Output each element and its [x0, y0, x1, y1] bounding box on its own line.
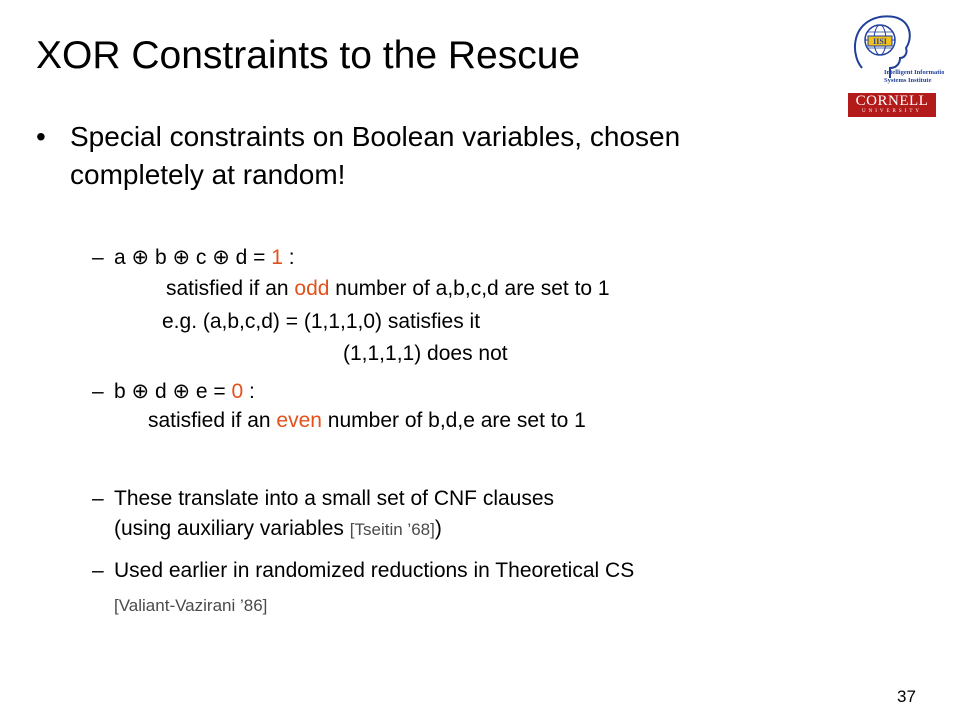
main-bullet-text — [70, 118, 680, 194]
tseitin-citation: [Tseitin ’68] — [349, 520, 435, 539]
iisi-badge-text: IISI — [873, 37, 887, 46]
xor2-description — [148, 408, 586, 434]
xor1-equation — [114, 245, 295, 271]
iisi-logo — [848, 12, 944, 88]
xor1-colon: : — [282, 246, 295, 269]
xor1-lhs: a ⊕ b ⊕ c ⊕ d = — [114, 246, 272, 269]
xor1-desc-post: number of a,b,c,d are set to 1 — [329, 277, 610, 300]
iisi-head-icon — [848, 12, 944, 88]
iisi-name-line2: Systems Institute — [884, 77, 932, 84]
dash-marker: – — [92, 380, 104, 403]
dash-marker: – — [92, 487, 104, 510]
xor1-value: 1 — [271, 246, 283, 269]
xor1-example-line1: e.g. (a,b,c,d) = (1,1,1,0) satisfies it — [162, 310, 481, 333]
xor2-value: 0 — [231, 380, 244, 403]
xor1-example-line2: (1,1,1,1) does not — [343, 342, 508, 365]
xor2-desc-pre: satisfied if an — [148, 409, 277, 432]
xor1-desc-pre: satisfied if an — [166, 277, 295, 300]
bullet-marker: • — [36, 121, 46, 152]
earlier-line1: Used earlier in randomized reductions in Theoretical CS — [114, 559, 635, 582]
main-bullet-line1: Special constraints on Boolean variables, chosen — [70, 121, 681, 152]
cnf-line2 — [114, 516, 442, 543]
xor2-desc-post: number of b,d,e are set to 1 — [321, 409, 586, 432]
cnf-line2-pre: (using auxiliary variables — [114, 517, 350, 540]
xor1-description — [166, 276, 610, 302]
xor2-desc-word: even — [276, 409, 322, 432]
xor1-desc-word: odd — [294, 277, 330, 300]
xor2-lhs: b ⊕ d ⊕ e = — [114, 380, 232, 403]
main-bullet-line2: completely at random! — [70, 159, 346, 190]
valiant-vazirani-citation: [Valiant-Vazirani ’86] — [114, 596, 268, 615]
cornell-logo — [848, 93, 936, 117]
xor2-colon: : — [243, 380, 255, 403]
slide-title: XOR Constraints to the Rescue — [36, 34, 581, 77]
xor2-equation — [114, 379, 255, 405]
dash-marker: – — [92, 559, 104, 582]
dash-marker: – — [92, 246, 104, 269]
cornell-subtitle: UNIVERSITY — [862, 109, 922, 114]
iisi-name-line1: Intelligent Information — [884, 69, 944, 76]
cnf-line1: These translate into a small set of CNF clauses — [114, 487, 555, 510]
page-number: 37 — [897, 687, 916, 706]
cornell-name: CORNELL — [855, 93, 929, 109]
cnf-line2-post: ) — [434, 517, 442, 540]
